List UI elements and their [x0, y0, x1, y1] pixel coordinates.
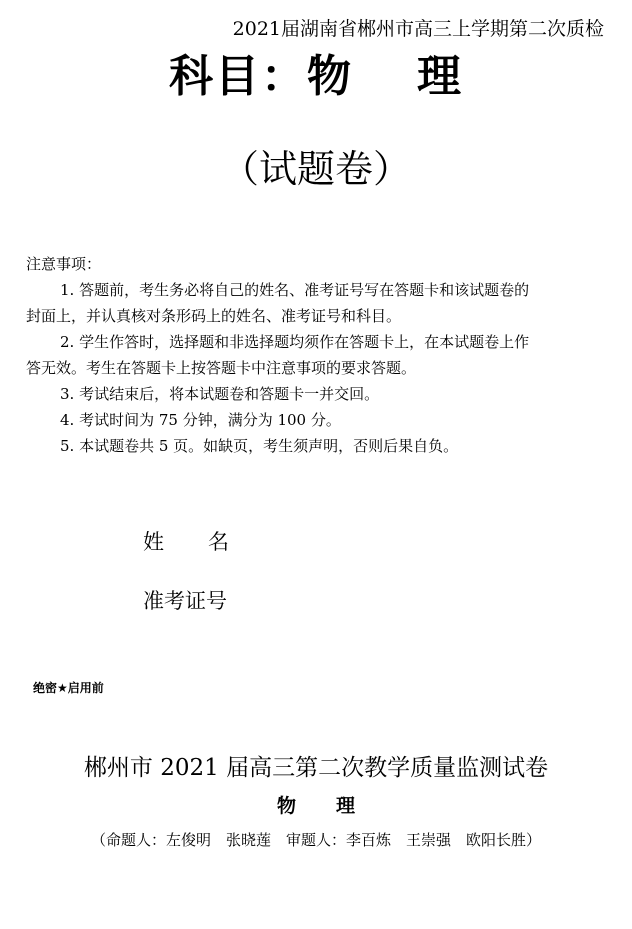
- notes-title: 注意事项：: [26, 255, 102, 273]
- exam-subject-char-1: 物: [276, 795, 296, 817]
- notes-section: [26, 251, 616, 459]
- exam-header: 2021届湖南省郴州市高三上学期第二次质检: [232, 18, 604, 40]
- name-char-2: 名: [208, 530, 229, 554]
- note-item-3: 3. 考试结束后，将本试题卷和答题卡一并交回。: [60, 385, 380, 403]
- exam-title: 郴州市 2021 届高三第二次教学质量监测试卷: [83, 755, 549, 781]
- name-char-1: 姓: [143, 530, 164, 554]
- exam-subject-char-2: 理: [336, 795, 356, 817]
- secret-label: 绝密★启用前: [33, 681, 104, 695]
- subject-char-2: 理: [417, 51, 463, 102]
- note-item-2-line-2: 答无效。考生在答题卡上按答题卡中注意事项的要求答题。: [26, 359, 417, 377]
- exam-id-label: 准考证号: [143, 589, 227, 613]
- note-item-5: 5. 本试题卷共 5 页。如缺页，考生须声明，否则后果自负。: [60, 437, 459, 455]
- note-item-2-line-1: 2. 学生作答时，选择题和非选择题均须作在答题卡上，在本试题卷上作: [60, 333, 530, 351]
- name-field-label: [143, 526, 229, 556]
- note-item-1-line-2: 封面上，并认真核对条形码上的姓名、准考证号和科目。: [26, 307, 402, 325]
- paper-type: （试题卷）: [220, 147, 411, 191]
- subject-title: [0, 40, 632, 104]
- note-item-4: 4. 考试时间为 75 分钟，满分为 100 分。: [60, 411, 341, 429]
- authors-line: （命题人：左俊明 张晓莲 审题人：李百炼 王崇强 欧阳长胜）: [90, 831, 541, 849]
- note-item-1-line-1: 1. 答题前，考生务必将自己的姓名、准考证号写在答题卡和该试题卷的: [60, 281, 530, 299]
- exam-subject: [0, 791, 632, 818]
- subject-prefix: 科目：: [169, 51, 307, 102]
- subject-char-1: 物: [307, 51, 353, 102]
